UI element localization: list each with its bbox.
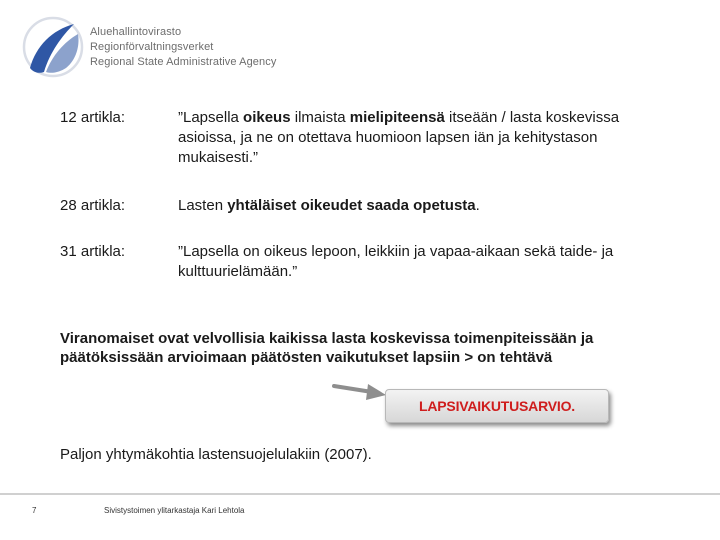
article-text: Lasten yhtäläiset oikeudet saada opetusta. <box>178 197 480 214</box>
footer-author: Sivistystoimen ylitarkastaja Kari Lehtola <box>104 506 245 515</box>
child-welfare-note: Paljon yhtymäkohtia lastensuojelulakiin (2007). <box>60 446 372 463</box>
agency-logo-icon <box>22 16 84 78</box>
footer-divider <box>0 493 720 495</box>
right-arrow-icon <box>332 378 390 409</box>
agency-name-en: Regional State Administrative Agency <box>90 56 277 68</box>
footer <box>0 506 720 520</box>
article-label: 12 artikla: <box>60 109 126 126</box>
agency-name-sv: Regionförvaltningsverket <box>90 41 214 53</box>
article-label: 28 artikla: <box>60 197 126 214</box>
obligation-text: Viranomaiset ovat velvollisia kaikissa lasta koskevissa toimenpiteissään ja päätöksissään arvioimaan päätösten vaikutukset lapsiin > on tehtävä <box>60 330 594 366</box>
agency-name-fi: Aluehallintovirasto <box>90 26 182 38</box>
article-text: ”Lapsella oikeus ilmaista mielipiteensä itseään / lasta koskevissa asioissa, ja ne on otettava huomioon lapsen iän ja kehitystason mukaisesti.” <box>178 109 620 166</box>
agency-name <box>90 25 276 70</box>
article-text: ”Lapsella on oikeus lepoon, leikkiin ja vapaa-aikaan sekä taide- ja kulttuurielämään.” <box>178 243 614 280</box>
article-label: 31 artikla: <box>60 243 126 260</box>
child-impact-assessment-badge: LAPSIVAIKUTUSARVIO. <box>385 389 609 423</box>
page-number: 7 <box>32 506 37 515</box>
